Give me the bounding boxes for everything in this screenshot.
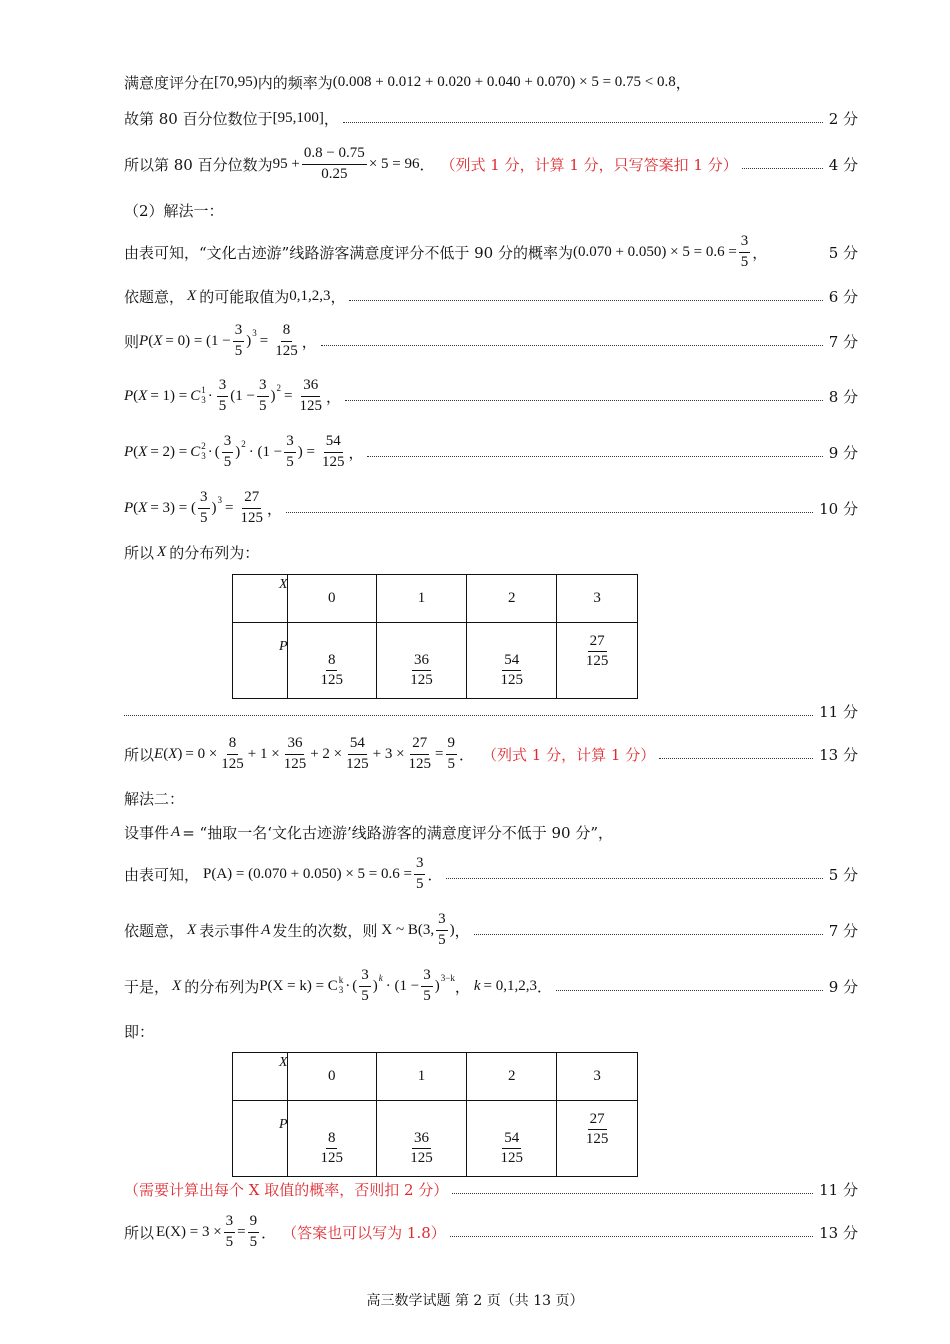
line-21 — [124, 1211, 858, 1253]
exponent: 3−k — [440, 973, 455, 983]
variable: k — [473, 977, 481, 994]
score-label: 4 分 — [828, 155, 858, 174]
section-heading — [124, 200, 224, 221]
grading-note: （答案也可以写为 1.8） — [282, 1223, 446, 1242]
text: ， — [323, 109, 339, 128]
text: ． — [261, 1223, 277, 1242]
variable: X — [168, 745, 178, 762]
formula: (0.008 + 0.012 + 0.020 + 0.040 + 0.070) × 5 = 0.75 < 0.8 — [332, 73, 676, 90]
formula: = — [237, 1223, 246, 1240]
formula: ) = — [297, 443, 315, 460]
distribution-table-1 — [232, 574, 638, 699]
fraction: $\frac{3}{5}$ — [234, 322, 243, 359]
line-16-content — [124, 855, 442, 893]
score-label: 13 分 — [819, 745, 858, 764]
text: 的分布列为： — [169, 543, 260, 562]
dot-leader — [345, 399, 823, 401]
score-label: 2 分 — [828, 109, 858, 128]
operator: · — [345, 977, 351, 994]
fraction: $\frac{3}{5}$ — [286, 433, 294, 470]
table-cell: 0 — [287, 1053, 376, 1101]
text: ， — [266, 499, 282, 518]
line-7-content: 则 P ( X = 0) = (1 − $\frac{3}{5}$ ) 3 = $\frac{8}{125}$ ， — [124, 322, 317, 359]
table-cell: $\frac{27}{125}$ — [557, 1101, 638, 1177]
fraction: $\frac{3}{5}$ — [218, 377, 227, 414]
table-cell: 3 — [557, 1053, 638, 1101]
table-cell: 0 — [287, 575, 376, 623]
text: 所以第 80 百分位数为 — [124, 155, 273, 174]
formula: P(A) = (0.070 + 0.050) × 5 = 0.6 = — [203, 865, 412, 882]
line-8 — [124, 375, 858, 417]
dot-leader — [446, 877, 822, 879]
formula: ( — [352, 977, 358, 994]
distribution-table-2 — [232, 1052, 638, 1177]
fraction: $\frac{9}{5}$ — [249, 1213, 258, 1250]
exponent: 3 — [217, 495, 223, 505]
fraction: $\frac{8}{125}$ — [275, 322, 298, 359]
variable: P — [124, 387, 134, 404]
table-header-p: P — [233, 1101, 288, 1177]
formula: + 1 × — [247, 745, 280, 762]
text: 所以 — [124, 745, 155, 764]
score-label: 11 分 — [819, 1180, 858, 1199]
text: 依题意， — [124, 287, 185, 306]
line-15-content — [124, 822, 613, 843]
text: ． — [536, 977, 552, 996]
formula: = 1) = — [150, 387, 188, 404]
variable: X — [187, 287, 197, 304]
line-5 — [124, 232, 858, 272]
line-1 — [124, 70, 858, 94]
text: ， — [454, 921, 470, 940]
text: = “抽取一名‘文化古迹游’线路游客的满意度评分不低于 90 分”， — [182, 823, 614, 842]
line-3 — [124, 144, 858, 184]
line-13 — [124, 733, 858, 775]
fraction: $\frac{27}{125}$ — [408, 735, 432, 772]
table-header-p: P — [233, 623, 288, 699]
values: 0,1,2,3 — [289, 287, 331, 304]
dot-leader — [343, 121, 823, 123]
variable: X — [138, 499, 148, 516]
text: ， — [454, 977, 470, 996]
formula: · (1 − — [248, 443, 283, 460]
line-9 — [124, 431, 858, 473]
fraction: $\frac{3}{5}$ — [423, 967, 431, 1004]
line-8-content: P ( X = 1) = C 1 3 · $\frac{3}{5}$ (1 − $\frac{3}{5}$ ) 2 = $\frac{36}{125}$ ， — [124, 377, 341, 414]
table-cell: $\frac{54}{125}$ — [467, 1101, 557, 1177]
formula: = 0) = (1 − — [165, 332, 231, 349]
line-13-content: 所以 E ( X ) = 0 × $\frac{8}{125}$ + 1 × $\frac{36}{125}$ + 2 × $\frac{54}{125}$ + 3 × $\frac{27}{125}$ = $\frac{9}{5}$ ． （列式 1 分，计算 1 分） — [124, 735, 656, 772]
variable: P — [124, 443, 134, 460]
dot-leader — [659, 757, 813, 759]
score-label: 7 分 — [828, 332, 858, 351]
line-18 — [124, 965, 858, 1007]
table-cell: $\frac{8}{125}$ — [287, 1101, 376, 1177]
text: 满意度评分在 — [124, 73, 215, 92]
line-2-content — [124, 108, 339, 129]
table-cell: 2 — [467, 575, 557, 623]
table-cell: 3 — [557, 575, 638, 623]
grading-note: （列式 1 分，计算 1 分，只写答案扣 1 分） — [440, 155, 738, 174]
text: 故第 80 百分位数位于 — [124, 109, 273, 128]
text: ， — [348, 443, 364, 462]
dot-leader — [321, 344, 823, 346]
fraction: $\frac{3}{5}$ — [740, 233, 749, 270]
text: 即： — [124, 1022, 155, 1041]
formula: ( — [214, 443, 220, 460]
fraction: $\frac{0.8 - 0.75}{0.25}$ — [303, 145, 365, 182]
table-cell: 1 — [376, 1053, 467, 1101]
score-label: 9 分 — [828, 977, 858, 996]
line-4 — [124, 198, 858, 222]
formula: = 3) = ( — [150, 499, 197, 516]
text: 所以 — [124, 543, 155, 562]
fraction: $\frac{3}{5}$ — [223, 433, 232, 470]
line-5-content — [124, 233, 767, 271]
grading-note: （列式 1 分，计算 1 分） — [482, 745, 656, 764]
formula: P(X = k) = C — [259, 977, 338, 994]
text: 依题意， — [124, 921, 185, 940]
variable: X — [138, 387, 148, 404]
line-17-content — [124, 911, 470, 949]
formula: (1 − — [230, 387, 255, 404]
grading-note: （需要计算出每个 X 取值的概率，否则扣 2 分） — [124, 1180, 449, 1199]
formula: ) — [449, 921, 455, 938]
line-19 — [124, 1019, 858, 1043]
fraction: $\frac{3}{5}$ — [415, 855, 424, 892]
formula: · (1 − — [385, 977, 420, 994]
exponent: k — [378, 973, 383, 983]
formula: + 2 × — [310, 745, 343, 762]
line-11-content — [124, 542, 259, 563]
fraction: $\frac{54}{125}$ — [346, 735, 369, 772]
dot-leader — [452, 1192, 813, 1194]
text: 的可能取值为 — [199, 287, 290, 306]
line-10-content: P ( X = 3) = ( $\frac{3}{5}$ ) 3 = $\frac{27}{125}$ ， — [124, 489, 282, 526]
variable: P — [139, 332, 149, 349]
formula: E(X) = 3 × — [156, 1223, 222, 1240]
fraction: $\frac{36}{125}$ — [283, 735, 307, 772]
formula: = 2) = — [150, 443, 188, 460]
operator: · — [207, 443, 213, 460]
variable: A — [261, 921, 271, 938]
fraction: $\frac{8}{125}$ — [221, 735, 244, 772]
formula: (0.070 + 0.050) × 5 = 0.6 = — [572, 243, 737, 260]
text: （2）解法一： — [124, 201, 224, 220]
score-label: 6 分 — [828, 287, 858, 306]
table-cell: 1 — [376, 575, 467, 623]
formula: = — [284, 387, 293, 404]
line-21-content — [124, 1213, 446, 1251]
operator: · — [207, 387, 213, 404]
text: 解法二： — [124, 789, 185, 808]
text: ， — [301, 332, 317, 351]
line-9-content: P ( X = 2) = C 2 3 · ( $\frac{3}{5}$ ) 2 · (1 − $\frac{3}{5}$ ) = $\frac{54}{125}$ ， — [124, 433, 364, 470]
dot-leader — [286, 511, 813, 513]
variable: P — [124, 499, 134, 516]
score-label: 5 分 — [828, 865, 858, 884]
text: 所以 — [124, 1223, 155, 1242]
text: 于是， — [124, 977, 170, 996]
fraction: $\frac{9}{5}$ — [447, 735, 456, 772]
text: 内的频率为 — [257, 73, 333, 92]
text: 则 — [124, 332, 140, 351]
score-label: 5 分 — [828, 243, 858, 262]
interval: [70,95) — [214, 73, 258, 90]
fraction: $\frac{54}{125}$ — [321, 433, 345, 470]
line-7 — [124, 320, 858, 362]
dot-leader — [349, 299, 822, 301]
line-17 — [124, 909, 858, 951]
score-label: 8 分 — [828, 387, 858, 406]
text: ， — [330, 287, 346, 306]
exponent: 2 — [241, 439, 246, 449]
table-cell: $\frac{36}{125}$ — [376, 1101, 467, 1177]
line-20 — [124, 1177, 858, 1201]
score-label: 11 分 — [819, 702, 858, 721]
section-heading — [124, 788, 184, 809]
line-16 — [124, 853, 858, 895]
text: 由表可知， — [124, 865, 200, 884]
formula: × 5 = 96 — [368, 155, 420, 172]
fraction: $\frac{3}{5}$ — [200, 489, 208, 526]
line-19-content — [124, 1021, 154, 1042]
fraction: $\frac{3}{5}$ — [259, 377, 267, 414]
score-label: 13 分 — [819, 1223, 858, 1242]
line-6-content — [124, 286, 345, 307]
line-3-content — [124, 145, 738, 183]
table-cell: $\frac{36}{125}$ — [376, 623, 467, 699]
table-cell: $\frac{8}{125}$ — [287, 623, 376, 699]
variable: E — [154, 745, 164, 762]
fraction: $\frac{27}{125}$ — [240, 489, 263, 526]
formula: = 0,1,2,3 — [483, 977, 537, 994]
table-cell: $\frac{27}{125}$ — [557, 623, 638, 699]
formula: = — [259, 332, 269, 349]
formula: = — [225, 499, 234, 516]
combination: C — [190, 443, 201, 460]
dot-leader — [124, 714, 813, 716]
page-footer: 高三数学试题 第 2 页（共 13 页） — [366, 1293, 584, 1309]
line-10 — [124, 487, 858, 529]
line-6 — [124, 284, 858, 308]
exponent: 2 — [276, 383, 281, 393]
table-cell: 2 — [467, 1053, 557, 1101]
formula: = — [435, 745, 444, 762]
text: 表示事件 — [199, 921, 260, 940]
dot-leader — [367, 455, 822, 457]
text: ． — [427, 865, 443, 884]
interval: [95,100] — [272, 109, 324, 126]
line-20-content — [124, 1179, 448, 1200]
fraction: $\frac{3}{5}$ — [225, 1213, 234, 1250]
text: ． — [459, 745, 475, 764]
formula: + 3 × — [372, 745, 405, 762]
variable: X — [172, 977, 182, 994]
fraction: $\frac{36}{125}$ — [299, 377, 322, 414]
table-header-x: X — [233, 1053, 288, 1101]
formula: = 0 × — [185, 745, 218, 762]
formula: 95 + — [272, 155, 300, 172]
variable: X — [138, 443, 148, 460]
score-label: 7 分 — [828, 921, 858, 940]
line-2 — [124, 106, 858, 130]
table-cell: $\frac{54}{125}$ — [467, 623, 557, 699]
dot-leader — [556, 989, 823, 991]
variable: X — [157, 543, 167, 560]
dot-leader — [450, 1235, 813, 1237]
line-14 — [124, 786, 858, 810]
text: ， — [675, 73, 691, 92]
combination: C — [190, 387, 201, 404]
exponent: 3 — [252, 328, 257, 338]
line-18-content: 于是， X 的分布列为 P(X = k) = C k 3 · ( $\frac{3}{5}$ ) k · (1 − $\frac{3}{5}$ ) 3−k ， k = 0,1,2,3 ． — [124, 967, 552, 1004]
fraction: $\frac{3}{5}$ — [438, 911, 446, 948]
text: 设事件 — [124, 823, 170, 842]
text: ， — [752, 243, 768, 262]
text: ， — [325, 387, 341, 406]
formula: X ~ B(3, — [381, 921, 435, 938]
score-label: 10 分 — [819, 499, 858, 518]
variable: X — [153, 332, 163, 349]
dot-leader — [474, 933, 823, 935]
text: 的分布列为 — [184, 977, 260, 996]
variable: A — [171, 823, 181, 840]
variable: X — [187, 921, 197, 938]
line-1-content — [124, 72, 691, 93]
line-11 — [124, 540, 858, 564]
line-15 — [124, 820, 858, 844]
fraction: $\frac{3}{5}$ — [361, 967, 369, 1004]
dot-leader — [742, 167, 823, 169]
text: 由表可知，“文化古迹游”线路游客满意度评分不低于 90 分的概率为 — [124, 243, 573, 262]
table-header-x: X — [233, 575, 288, 623]
text: 发生的次数，则 — [272, 921, 378, 940]
line-12 — [124, 699, 858, 723]
text: ． — [419, 155, 435, 174]
score-label: 9 分 — [828, 443, 858, 462]
